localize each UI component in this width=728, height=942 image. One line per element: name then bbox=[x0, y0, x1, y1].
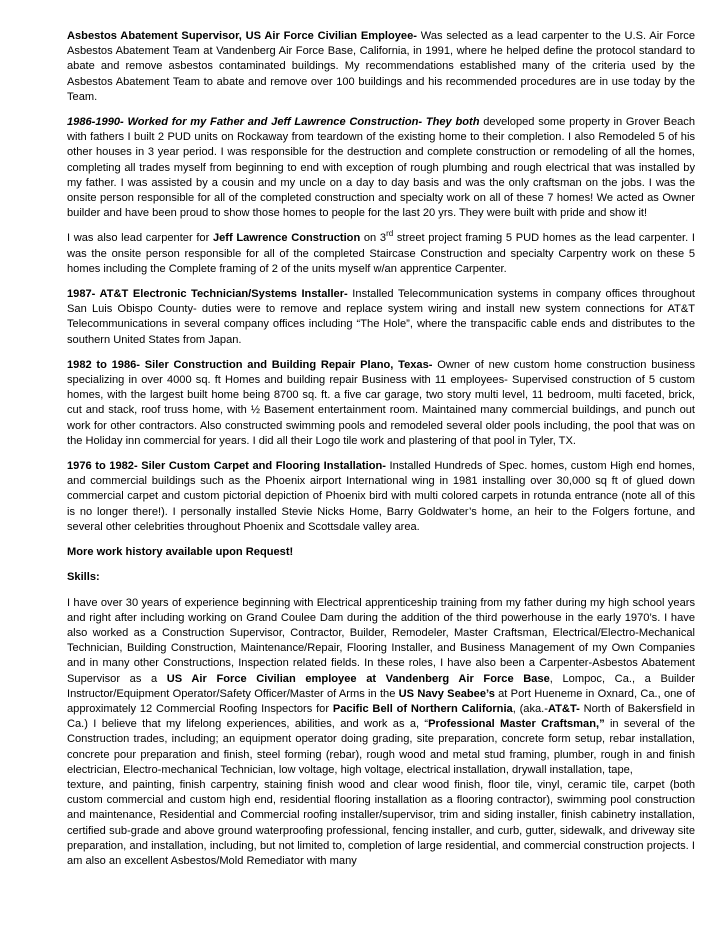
text-span: I have over 30 years of experience beginning with Electrical apprenticeship training from my father during my high school years and right after including working on Grand Coulee Dam during the addition of the third powerhouse in the early 1970’s. I have also worked as a Construction Supervisor, Contractor, Builder, Remodeler, Master Craftsman, Electrical/Electro-Mechanical Technician, Building Construction, Maintenance/Repair, Flooring Installer, and Business Management of my Own Companies and in many other Constructions, Inspection related fields. In these roles, I have also been a Carpenter-Asbestos Abatement Supervisor as a bbox=[67, 596, 695, 685]
paragraph-asbestos-supervisor bbox=[67, 29, 695, 105]
paragraph-lead-carpenter bbox=[67, 231, 695, 277]
text-span: North of Bakersfield in Ca.) I believe that my lifelong experiences, abilities, and work as a, “ bbox=[67, 702, 695, 731]
text-span: in several of the Construction trades, including; an equipment operator doing grading, site preparation, concrete form setup, rebar installation, concrete pour preparation and finish, steel forming (rebar), rough wood and metal stud framing, plumber, rough in and finish electrician, Electro-mechanical Technician, low voltage, high voltage, electrical installation, drywall installation, tape, bbox=[67, 718, 695, 776]
paragraph-siler-carpet bbox=[67, 459, 695, 535]
text-span: I was also lead carpenter for bbox=[67, 232, 213, 245]
body-siler-construction: Owner of new custom home construction business specializing in over 4000 sq. ft Homes and building repair Business with 11 employees- Supervised construction of 5 custom homes, with the largest built home being 8700 sq. ft. a five car garage, two story multi level, 11 bedroom, multi faceted, brick, cut and stack, roof truss home, with ½ Basement entertainment room. Maintained many commercial buildings, and punch out work for other contractors. Also constructed swimming pools and remodeled several older pools including, the pool that was on the Holiday inn commercial for years. I did all their Logo tile work and plastering of that pool in Tyler, TX. bbox=[67, 358, 695, 447]
employer-name: US Navy Seabee’s bbox=[398, 687, 495, 700]
employer-name: US Air Force Civilian employee at Vandenberg Air Force Base bbox=[166, 672, 550, 685]
paragraph-siler-construction bbox=[67, 358, 695, 449]
ordinal-suffix: rd bbox=[386, 229, 394, 239]
heading-asbestos-supervisor: Asbestos Abatement Supervisor, US Air Force Civilian Employee- bbox=[67, 30, 417, 42]
text-span: at Port Hueneme in Oxnard, Ca., one of approximately 12 Commercial Roofing Inspectors for bbox=[67, 687, 696, 715]
paragraph-att-technician bbox=[67, 287, 695, 348]
paragraph-experience bbox=[67, 596, 695, 778]
heading-siler-construction: 1982 to 1986- Siler Construction and Building Repair Plano, Texas- bbox=[67, 358, 433, 371]
employer-name: Pacific Bell of Northern California bbox=[332, 702, 513, 715]
paragraph-more-history bbox=[67, 545, 695, 560]
text-span: , (aka.- bbox=[512, 702, 548, 715]
heading-father-lawrence: 1986-1990- Worked for my Father and Jeff Lawrence Construction- They both bbox=[67, 116, 480, 129]
paragraph-skills-heading bbox=[67, 570, 695, 585]
paragraph-father-lawrence bbox=[67, 115, 695, 221]
skills-heading: Skills: bbox=[67, 571, 100, 584]
more-history-note: More work history available upon Request! bbox=[67, 546, 294, 559]
body-att-technician: Installed Telecommunication systems in company offices throughout San Luis Obispo County- duties were to remove and replace system wiring and install new system connections for AT&T Telecommunications in several company offices including “The Hole”, where the transpacific cable ends and distributes to the southern United States from Japan. bbox=[67, 288, 696, 346]
body-siler-carpet: Installed Hundreds of Spec. homes, custom High end homes, and commercial buildings such as the Phoenix airport International wing in 1981 installing over 30,000 sq ft of glued down commercial carpet and custom pictorial depiction of Phoenix bird with multi colored carpets in rotunda entrance (note all of this is no longer there!). I personally installed Stevie Nicks Home, Barry Goldwater’s home, an heir to the Folgers fortune, and several other celebrities throughout Phoenix and Scottsdale valley area. bbox=[67, 460, 695, 533]
employer-name: AT&T- bbox=[547, 702, 580, 715]
heading-siler-carpet: 1976 to 1982- Siler Custom Carpet and Flooring Installation- bbox=[67, 460, 386, 473]
body-asbestos-supervisor: Was selected as a lead carpenter to the U.S. Air Force Asbestos Abatement Team at Vandenberg Air Force Base, California, in 1991, where he helped define the protocol standard to abate and remove asbestos contaminated buildings. My recommendations established many of the criteria used by the Asbestos Abatement Team to abate and remove over 100 buildings and his recommended procedures are in use today by the Team. bbox=[67, 30, 695, 103]
text-span: on 3 bbox=[360, 232, 387, 245]
heading-att-technician: 1987- AT&T Electronic Technician/Systems Installer- bbox=[67, 288, 348, 301]
paragraph-skills-list: texture, and painting, finish carpentry, staining finish wood and clear wood finish, floor tile, vinyl, ceramic tile, carpet (both custom commercial and custom high end, residential flooring installation as a flooring contractor), swimming pool construction and maintenance, Residential and Commercial roofing installer/supervisor, trim and siding installer, finish cabinetry installation, certified sub-grade and above ground waterproofing professional, fencing installer, and curb, gutter, sidewalk, and driveway site preparation, and installation, including, but not limited to, completion of large residential, and commercial construction projects. I am also an excellent Asbestos/Mold Remediator with many bbox=[67, 778, 695, 867]
text-span: street project framing 5 PUD homes as the lead carpenter. I was the onsite person responsible for all of the completed Staircase Construction and specialty Carpentry work on these 5 homes including the Complete framing of 2 of the units myself w/an apprentice Carpenter. bbox=[67, 232, 695, 275]
title-phrase: Professional Master Craftsman,” bbox=[428, 718, 605, 731]
body-father-lawrence: developed some property in Grover Beach with fathers I built 2 PUD units on Rockaway from teardown of the existing home to their completion. I also Remodeled 5 of his other houses in 3 year period. I was responsible for the destruction and complete construction or remodeling of all the homes, completing all trades myself from beginning to end with exception of rough plumbing and rough electrical that was installed by my father. I was assisted by a cousin and my uncle on a day to day basis and was the only craftsman on the jobs. I was the onsite person responsible for all of the completed construction and specialty work on all of these 7 homes! We acted as Owner builder and have been proud to show those homes to people for the last 20 yrs. They were built with pride and show it! bbox=[67, 116, 696, 220]
company-name: Jeff Lawrence Construction bbox=[212, 232, 361, 245]
text-span: , Lompoc, Ca., a Builder Instructor/Equipment Operator/Safety Officer/Master of Arms in the bbox=[67, 672, 695, 700]
